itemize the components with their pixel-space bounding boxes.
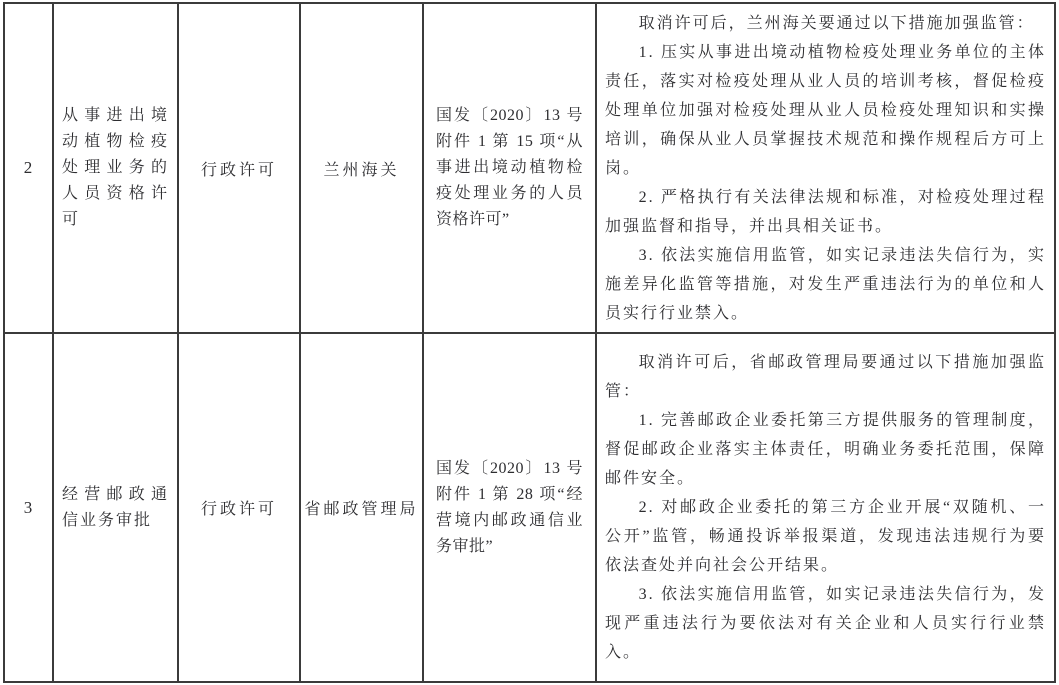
table-cell-row-index bbox=[5, 334, 54, 681]
item-name-text: 从事进出境动植物检疫处理业务的人员资格许可 bbox=[62, 107, 169, 228]
table-cell-supervision-measures bbox=[597, 334, 1054, 681]
table-cell-row-index bbox=[5, 4, 54, 334]
authority-text: 省邮政管理局 bbox=[304, 501, 419, 518]
table-cell-item-name bbox=[54, 4, 179, 334]
table-cell-license-type bbox=[179, 4, 301, 334]
measure-paragraph: 取消许可后，兰州海关要通过以下措施加强监管： bbox=[638, 14, 1035, 32]
measure-paragraph: 2. 对邮政企业委托的第三方企业开展“双随机、一公开”监管，畅通投诉举报渠道，发现违法违规行为要依法查处并向社会公开结果。 bbox=[605, 499, 1046, 574]
measure-paragraph: 3. 依法实施信用监管，如实记录违法失信行为，发现严重违法行为要依法对有关企业和人员实行行业禁入。 bbox=[605, 586, 1046, 661]
legal-basis-text: 国发〔2020〕13 号附件 1 第 15 项“从事进出境动植物检疫处理业务的人员资格许可” bbox=[436, 107, 583, 228]
measure-paragraph: 1. 压实从事进出境动植物检疫处理业务单位的主体责任，落实对检疫处理从业人员的培训考核，督促检疫处理单位加强对检疫处理从业人员检疫处理知识和实操培训，确保从业人员掌握技术规范和操作规程后方可上岗。 bbox=[605, 43, 1046, 177]
row-number: 3 bbox=[23, 497, 34, 517]
measure-paragraph: 取消许可后，省邮政管理局要通过以下措施加强监管： bbox=[605, 354, 1046, 400]
table-cell-authority bbox=[301, 4, 424, 334]
measure-paragraph: 2. 严格执行有关法律法规和标准，对检疫处理过程加强监督和指导，并出具相关证书。 bbox=[605, 188, 1046, 235]
table-cell-legal-basis bbox=[424, 334, 597, 681]
regulation-table bbox=[3, 2, 1056, 683]
table-cell-legal-basis bbox=[424, 4, 597, 334]
table-cell-license-type bbox=[179, 334, 301, 681]
license-type-text: 行政许可 bbox=[200, 501, 277, 518]
item-name-text: 经营邮政通信业务审批 bbox=[62, 485, 169, 529]
authority-text: 兰州海关 bbox=[323, 161, 400, 179]
table-cell-item-name bbox=[54, 334, 179, 681]
measure-paragraph: 3. 依法实施信用监管，如实记录违法失信行为，实施差异化监管等措施，对发生严重违法行为的单位和人员实行行业禁入。 bbox=[605, 246, 1046, 322]
row-number: 2 bbox=[23, 158, 34, 177]
table-cell-authority bbox=[301, 334, 424, 681]
measure-paragraph: 1. 完善邮政企业委托第三方提供服务的管理制度，督促邮政企业落实主体责任，明确业务委托范围，保障邮件安全。 bbox=[605, 412, 1046, 487]
license-type-text: 行政许可 bbox=[200, 161, 277, 179]
table-cell-supervision-measures bbox=[597, 4, 1054, 334]
legal-basis-text: 国发〔2020〕13 号附件 1 第 28 项“经营境内邮政通信业务审批” bbox=[436, 459, 583, 555]
